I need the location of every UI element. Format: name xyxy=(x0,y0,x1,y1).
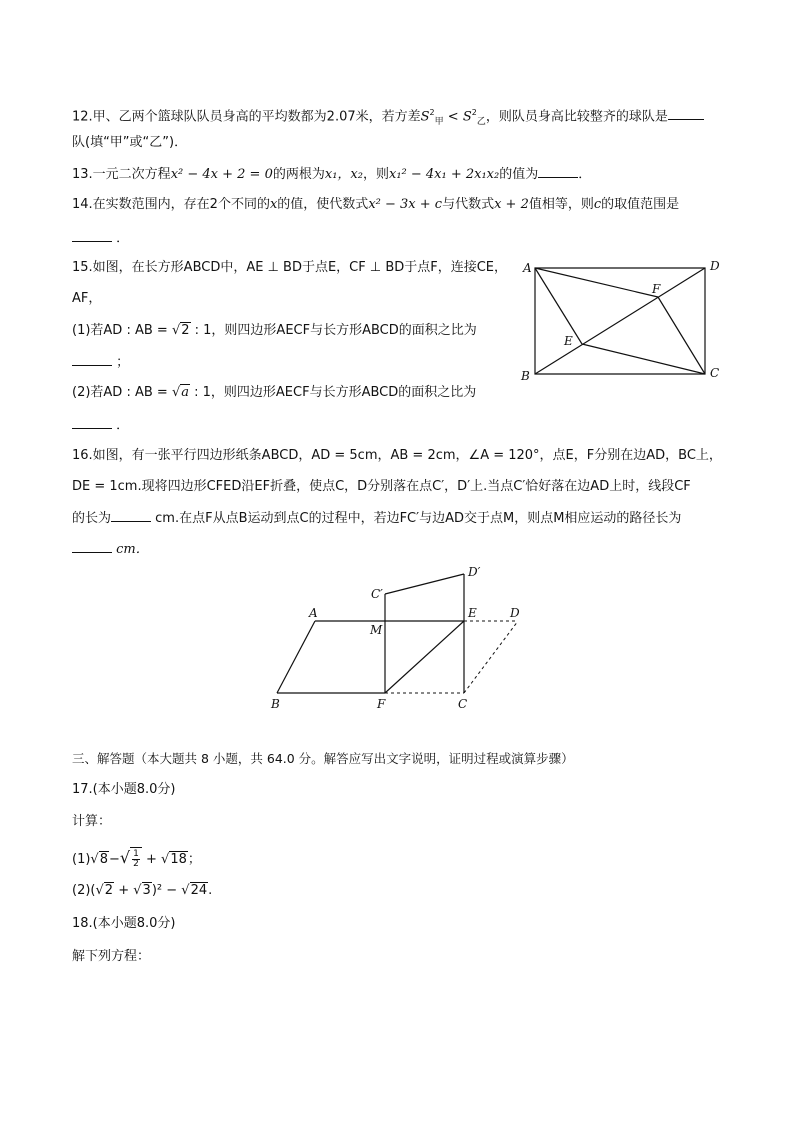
label-A: A xyxy=(523,261,532,275)
label-E: E xyxy=(468,606,477,620)
q12-text: 12.甲、乙两个篮球队队员身高的平均数都为2.07米，若方差 xyxy=(72,109,421,125)
segment-AF xyxy=(535,268,658,297)
q17-p2-label: (2)( xyxy=(72,883,96,898)
q13-prefix: 13.一元二次方程 xyxy=(72,167,171,182)
q17-p2-radicand3: 24 xyxy=(190,883,208,898)
segment-BD xyxy=(535,268,705,374)
label-B: B xyxy=(521,369,530,383)
q18-header xyxy=(72,915,176,933)
q14-mid2: 与代数式 xyxy=(442,197,495,212)
q18-instruction-text: 解下列方程： xyxy=(72,949,151,964)
q14-line2 xyxy=(72,229,129,248)
q15-rectangle-figure xyxy=(515,255,730,385)
q16-cf-answer-blank[interactable] xyxy=(111,509,151,522)
q18-header-text: 18.(本小题8.0分) xyxy=(72,916,176,931)
q14-line1 xyxy=(72,196,679,214)
q17-p2-close: )² − xyxy=(151,883,182,898)
q14-suffix: 的取值范围是 xyxy=(601,197,680,212)
label-B: B xyxy=(271,697,280,711)
q17-p2-end: . xyxy=(208,883,213,898)
q17-p2-radicand1: 2 xyxy=(104,883,114,898)
q14-c: c xyxy=(593,197,602,212)
section3-title-text: 三、解答题（本大题共 8 小题，共 64.0 分。解答应写出文字说明，证明过程或演算步骤） xyxy=(72,751,574,766)
q13-mid2: ，则 xyxy=(362,167,389,182)
q13-line xyxy=(72,165,591,184)
segment-C1D1 xyxy=(385,574,464,594)
q16-line3-a: 的长为 xyxy=(72,511,112,526)
q15-p1-radicand: 2 xyxy=(181,323,190,338)
segment-CD-dashed xyxy=(464,621,518,693)
q14-mid1: 的值，使代数式 xyxy=(277,197,369,212)
q15-p2-answer-blank[interactable] xyxy=(72,416,112,429)
q13-roots: x₁，x₂ xyxy=(324,167,363,182)
q15-intro1 xyxy=(72,259,507,277)
q17-part1: (1)√8−√ $\frac{1}{2}$ + √18； xyxy=(72,846,201,872)
q17-header-text: 17.(本小题8.0分) xyxy=(72,782,176,797)
q16-parallelogram-figure xyxy=(262,560,532,712)
label-D: D xyxy=(710,259,720,273)
q17-p1-fraction xyxy=(132,850,140,869)
q14-x: x xyxy=(269,197,278,212)
q15-p1-prefix: (1)若AD : AB = xyxy=(72,323,172,338)
q16-unit: cm． xyxy=(116,542,149,557)
q15-p2-suffix: : 1，则四边形AECF与长方形ABCD的面积之比为 xyxy=(190,385,477,400)
q17-p1-frac-num: 1 xyxy=(133,849,139,859)
q12-line2-text: 队(填“甲”或“乙”)． xyxy=(72,135,188,150)
q16-line2-text: DE = 1cm.现将四边形CFED沿EF折叠，使点C，D分别落在点C′，D′上.当点C′恰好落在边AD上时，线段CF xyxy=(72,479,691,494)
q16-line1-text: 16.如图，有一张平行四边形纸条ABCD，AD = 5cm，AB = 2cm，∠A = 120°，点E，F分别在边AD，BC上， xyxy=(72,448,722,463)
segment-EF xyxy=(385,621,464,693)
segment-CE xyxy=(582,344,705,374)
q17-p1-radicand1: 8 xyxy=(99,852,108,867)
q15-part2-answer xyxy=(72,416,129,435)
label-D-prime: D′ xyxy=(468,565,481,579)
segment-CF xyxy=(658,297,705,374)
q16-line1 xyxy=(72,447,722,465)
q13-equation: x² − 4x + 2 = 0 xyxy=(170,167,273,182)
q17-p1-end: ； xyxy=(187,852,201,867)
segment-AE xyxy=(535,268,582,344)
q17-instruction xyxy=(72,813,111,831)
label-C-prime: C′ xyxy=(371,587,383,601)
q14-mid3: 值相等，则 xyxy=(528,197,594,212)
q17-p1-plus: + xyxy=(145,852,157,867)
label-A: A xyxy=(309,606,318,620)
q15-p2-radicand: a xyxy=(181,385,189,400)
label-E: E xyxy=(564,334,573,348)
q17-instruction-text: 计算： xyxy=(72,814,112,829)
q12-suffix: ，则队员身高比较整齐的球队是 xyxy=(485,109,668,125)
q12-answer-blank[interactable] xyxy=(668,107,704,120)
q15-p1-suffix: : 1，则四边形AECF与长方形ABCD的面积之比为 xyxy=(190,323,477,338)
q15-part1-answer xyxy=(72,353,129,372)
q12-line2 xyxy=(72,134,187,152)
segment-AB xyxy=(277,621,315,693)
q15-intro1-text: 15.如图，在长方形ABCD中，AE ⊥ BD于点E，CF ⊥ BD于点F，连接CE， xyxy=(72,260,508,275)
label-F: F xyxy=(377,697,386,711)
q14-prefix: 14.在实数范围内，存在2个不同的 xyxy=(72,197,270,212)
q17-part2: (2)(√2 + √3)² − √24. xyxy=(72,883,213,898)
q16-line2 xyxy=(72,478,691,496)
q16-line4 xyxy=(72,540,149,559)
label-C: C xyxy=(458,697,468,711)
q13-mid1: 的两根为 xyxy=(272,167,325,182)
q13-suffix: 的值为 xyxy=(499,167,539,182)
q17-p2-plus: + xyxy=(114,883,134,898)
q12-var1-sub: 甲 xyxy=(434,116,444,127)
section3-title xyxy=(72,750,574,768)
q16-path-answer-blank[interactable] xyxy=(72,540,112,553)
q14-answer-blank[interactable] xyxy=(72,229,112,242)
q14-expr1: x² − 3x + c xyxy=(368,197,443,212)
q15-part1: (1)若AD : AB = √2 : 1，则四边形AECF与长方形ABCD的面积之比为 xyxy=(72,323,477,338)
q13-end: ． xyxy=(578,167,592,182)
q14-expr2: x + 2 xyxy=(494,197,529,212)
q13-answer-blank[interactable] xyxy=(538,165,578,178)
q16-line3-b: cm.在点F从点B运动到点C的过程中，若边FC′与边AD交于点M，则点M相应运动的路径长为 xyxy=(155,511,682,526)
q15-p1-answer-blank[interactable] xyxy=(72,353,112,366)
label-M: M xyxy=(370,623,383,637)
q13-expression: x₁² − 4x₁ + 2x₁x₂ xyxy=(388,167,500,182)
q18-instruction xyxy=(72,948,150,966)
q14-end: ． xyxy=(116,231,130,246)
q12-var2-sub: 乙 xyxy=(476,116,486,127)
q15-p1-end: ； xyxy=(116,355,130,370)
q17-p2-radicand2: 3 xyxy=(142,883,151,898)
q17-p1-label: (1) xyxy=(72,852,91,867)
label-D: D xyxy=(510,606,520,620)
q17-p1-minus: − xyxy=(109,852,120,867)
q12-line1: 12.甲、乙两个篮球队队员身高的平均数都为2.07米，若方差$S^2_甲 < S^2_乙$，则队员身高比较整齐的球队是 xyxy=(72,104,704,131)
q17-p1-radicand3: 18 xyxy=(170,852,187,867)
q17-header xyxy=(72,781,176,799)
q16-line3 xyxy=(72,509,681,528)
q12-var2: S xyxy=(462,109,472,125)
q15-part2: (2)若AD : AB = √a : 1，则四边形AECF与长方形ABCD的面积之比为 xyxy=(72,385,477,400)
q15-intro2-text: AF， xyxy=(72,291,102,306)
q15-p2-end: ． xyxy=(116,418,130,433)
q15-p2-prefix: (2)若AD : AB = xyxy=(72,385,172,400)
label-F: F xyxy=(652,282,661,296)
q12-lt: < xyxy=(443,109,463,125)
q15-intro2 xyxy=(72,290,101,308)
q17-p1-frac-den: 2 xyxy=(133,859,139,869)
label-C: C xyxy=(710,366,720,380)
q12-var1: S xyxy=(420,109,430,125)
